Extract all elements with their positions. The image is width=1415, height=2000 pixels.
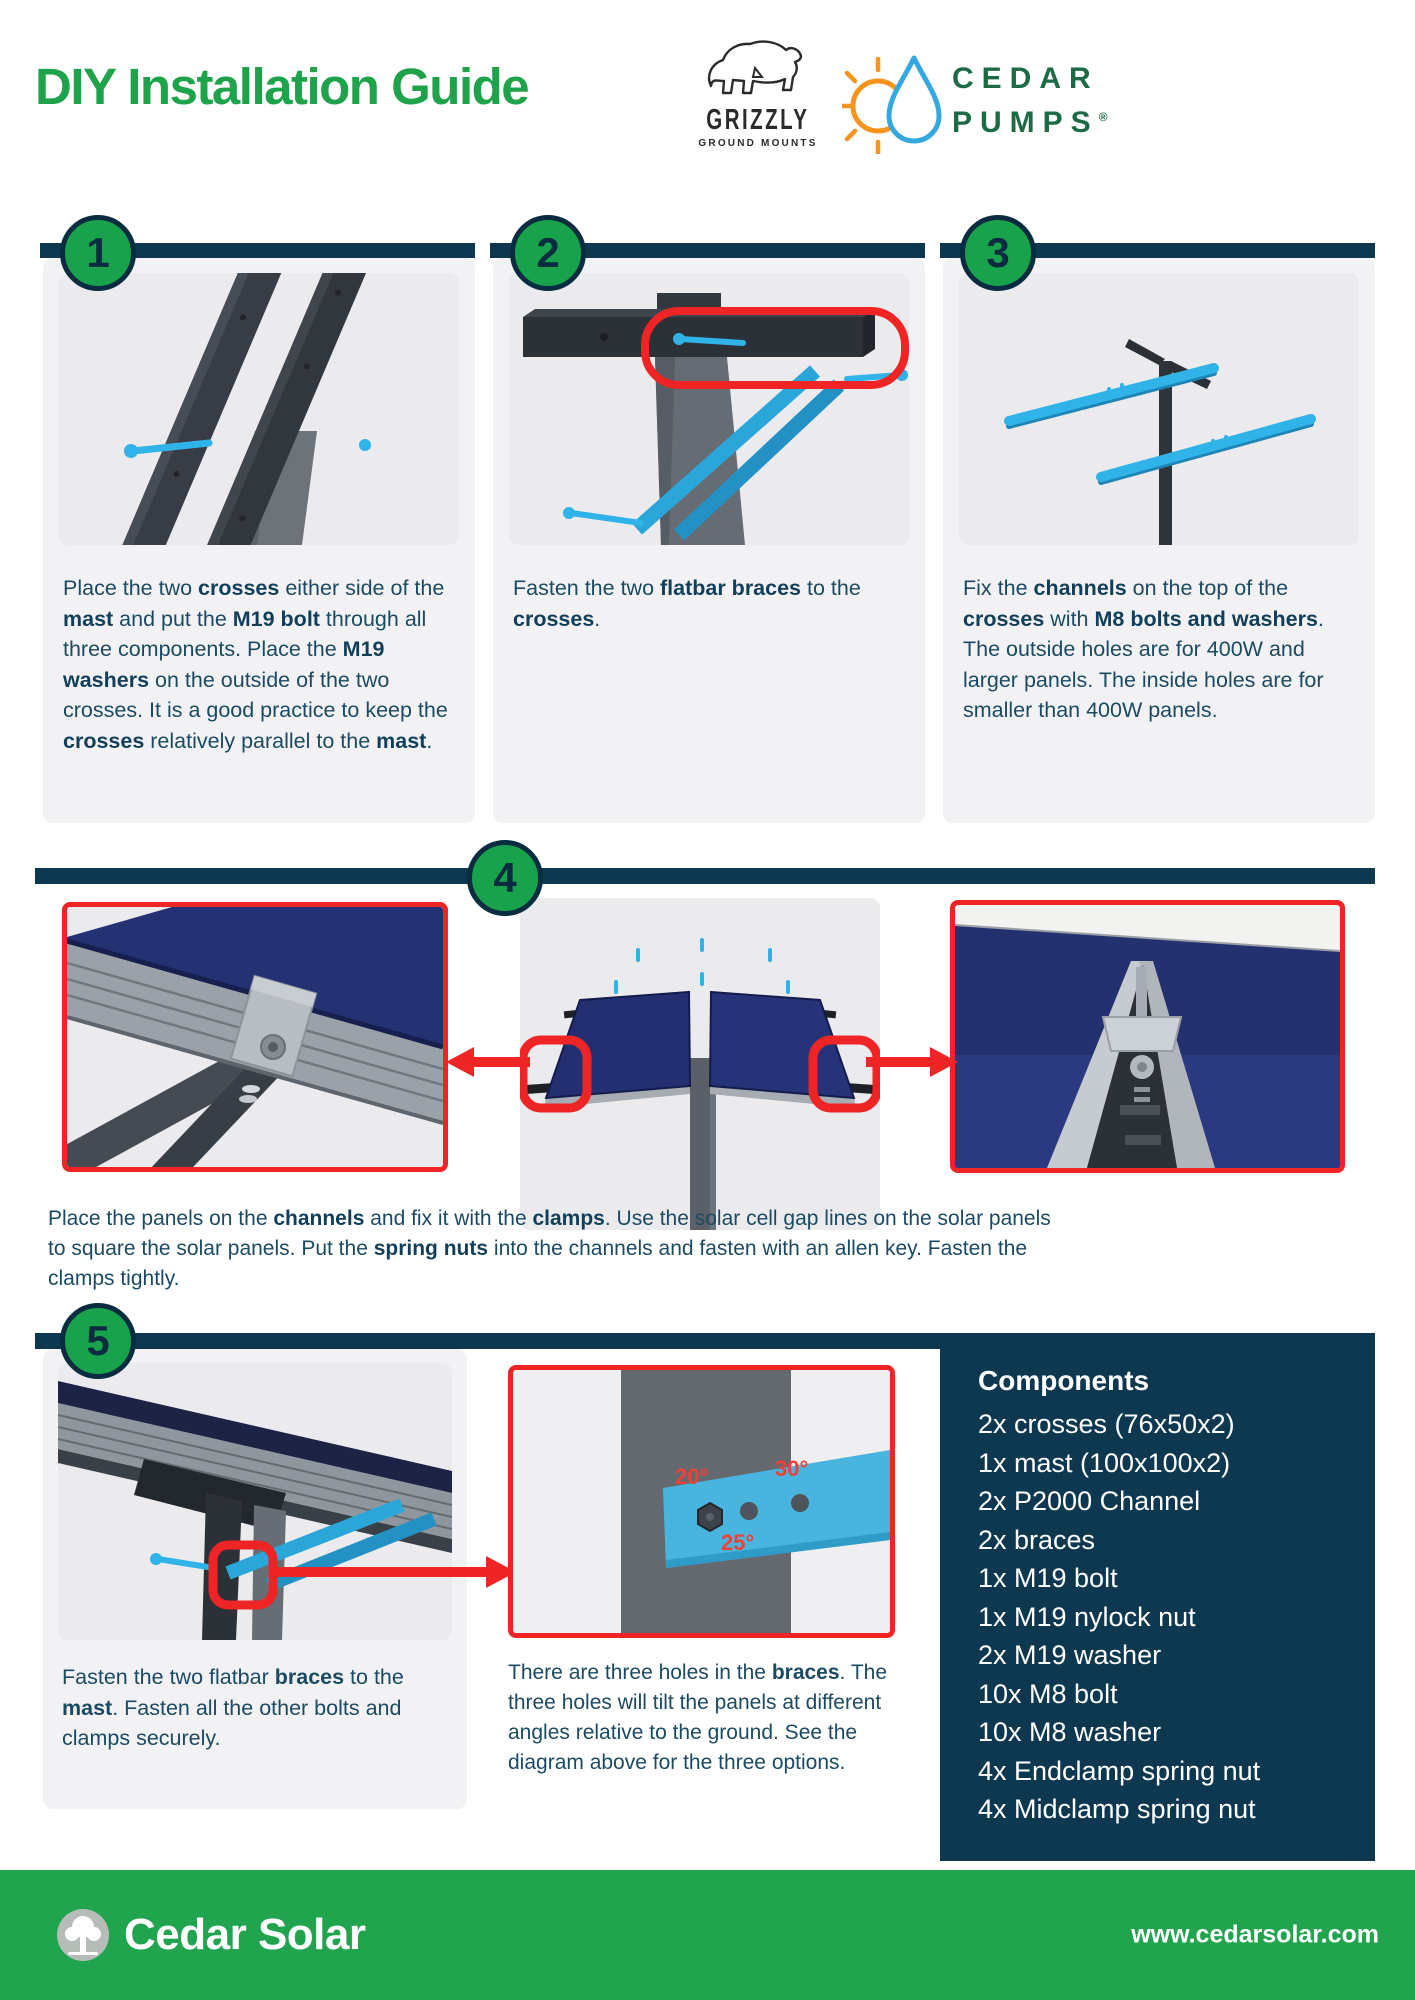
angle-label-25: 25° — [721, 1530, 755, 1555]
footer-brand-name: Cedar Solar — [124, 1910, 366, 1959]
step-4-endclamp-detail-image — [62, 902, 448, 1172]
tree-icon — [56, 1908, 110, 1962]
sun-waterdrop-icon — [842, 48, 942, 154]
cedar-pumps-line2: PUMPS® — [952, 106, 1108, 139]
footer — [0, 1870, 1415, 2000]
components-list — [978, 1405, 1345, 1829]
step-1-text: Place the two crosses either side of the mast and put the M19 bolt through all three components. Place the M19 washers on the outside of the two crosses. It is a good practice to keep the crosses relatively parallel to the mast. — [63, 576, 448, 753]
step-5-bar — [35, 1333, 948, 1349]
step-5-illustration — [58, 1363, 452, 1640]
component-item: 4x Midclamp spring nut — [978, 1794, 1256, 1824]
step-2-card — [493, 258, 925, 823]
component-item: 4x Endclamp spring nut — [978, 1755, 1261, 1786]
page-title: DIY Installation Guide — [35, 58, 529, 115]
cedar-pumps-wordmark — [952, 60, 1108, 142]
step-5-text: Fasten the two flatbar braces to the mast. Fasten all the other bolts and clamps securely. — [62, 1665, 404, 1750]
components-panel — [940, 1333, 1375, 1861]
30-degree-hole — [791, 1494, 809, 1512]
component-item: 1x mast (100x100x2) — [978, 1447, 1231, 1478]
component-item: 1x M19 nylock nut — [978, 1601, 1196, 1632]
step-4-text: Place the panels on the channels and fix it with the clamps. Use the solar cell gap lines on the solar panels to square the solar panels. Put the spring nuts into the channels and fasten with an allen key. Fasten the clamps tightly. — [48, 1207, 1051, 1290]
footer-brand — [56, 1870, 365, 2000]
step-3-illustration — [959, 273, 1359, 545]
component-item: 10x M8 washer — [978, 1717, 1162, 1747]
grizzly-tagline: GROUND MOUNTS — [698, 138, 818, 149]
brace-angle-detail-text: There are three holes in the braces. The three holes will tilt the panels at different angles relative to the ground. See the diagram above for the three options. — [508, 1661, 888, 1774]
grizzly-logo — [688, 38, 828, 149]
cedar-pumps-line1: CEDAR — [952, 62, 1099, 95]
angle-label-30: 30° — [775, 1456, 809, 1481]
step-3-section — [940, 215, 1375, 840]
cedar-pumps-logo — [842, 48, 1108, 154]
step-2-section — [490, 215, 925, 840]
component-item: 2x M19 washer — [978, 1640, 1162, 1670]
step-4-midclamp-detail-image — [950, 900, 1345, 1173]
components-title: Components — [978, 1365, 1150, 1396]
step-3-text: Fix the channels on the top of the crosses with M8 bolts and washers. The outside holes are for 400W and larger panels. The inside holes are for smaller than 400W panels. — [963, 576, 1324, 722]
step-5-number-badge: 5 — [60, 1303, 136, 1379]
step-3-card — [943, 258, 1375, 823]
component-item: 2x crosses (76x50x2) — [978, 1409, 1235, 1439]
grizzly-wordmark: GRIZZLY — [706, 103, 810, 137]
step-1-number-badge: 1 — [60, 215, 136, 291]
step-1-card — [43, 258, 475, 823]
step-4-overview-image — [520, 898, 880, 1230]
arrow-right-long-icon — [272, 1555, 516, 1589]
step-3-number-badge: 3 — [960, 215, 1036, 291]
step-1-section — [40, 215, 475, 840]
component-item: 10x M8 bolt — [978, 1678, 1118, 1709]
angle-label-20: 20° — [675, 1464, 709, 1489]
step-2-text: Fasten the two flatbar braces to the crosses. — [513, 576, 861, 631]
step-2-illustration — [509, 273, 909, 545]
component-item: 1x M19 bolt — [978, 1563, 1118, 1593]
component-item: 2x braces — [978, 1524, 1096, 1555]
step-1-illustration — [59, 273, 459, 545]
footer-website: www.cedarsolar.com — [1131, 1920, 1379, 1949]
arrow-left-icon — [446, 1044, 530, 1080]
component-item: 2x P2000 Channel — [978, 1486, 1201, 1516]
step-4-bar — [35, 868, 1375, 884]
bear-icon — [702, 38, 814, 100]
step-2-number-badge: 2 — [510, 215, 586, 291]
registered-mark: ® — [1098, 110, 1108, 124]
brace-angle-detail-image — [508, 1365, 895, 1638]
25-degree-hole — [740, 1502, 758, 1520]
step-4-number-badge: 4 — [467, 840, 543, 916]
arrow-right-icon — [866, 1044, 958, 1080]
